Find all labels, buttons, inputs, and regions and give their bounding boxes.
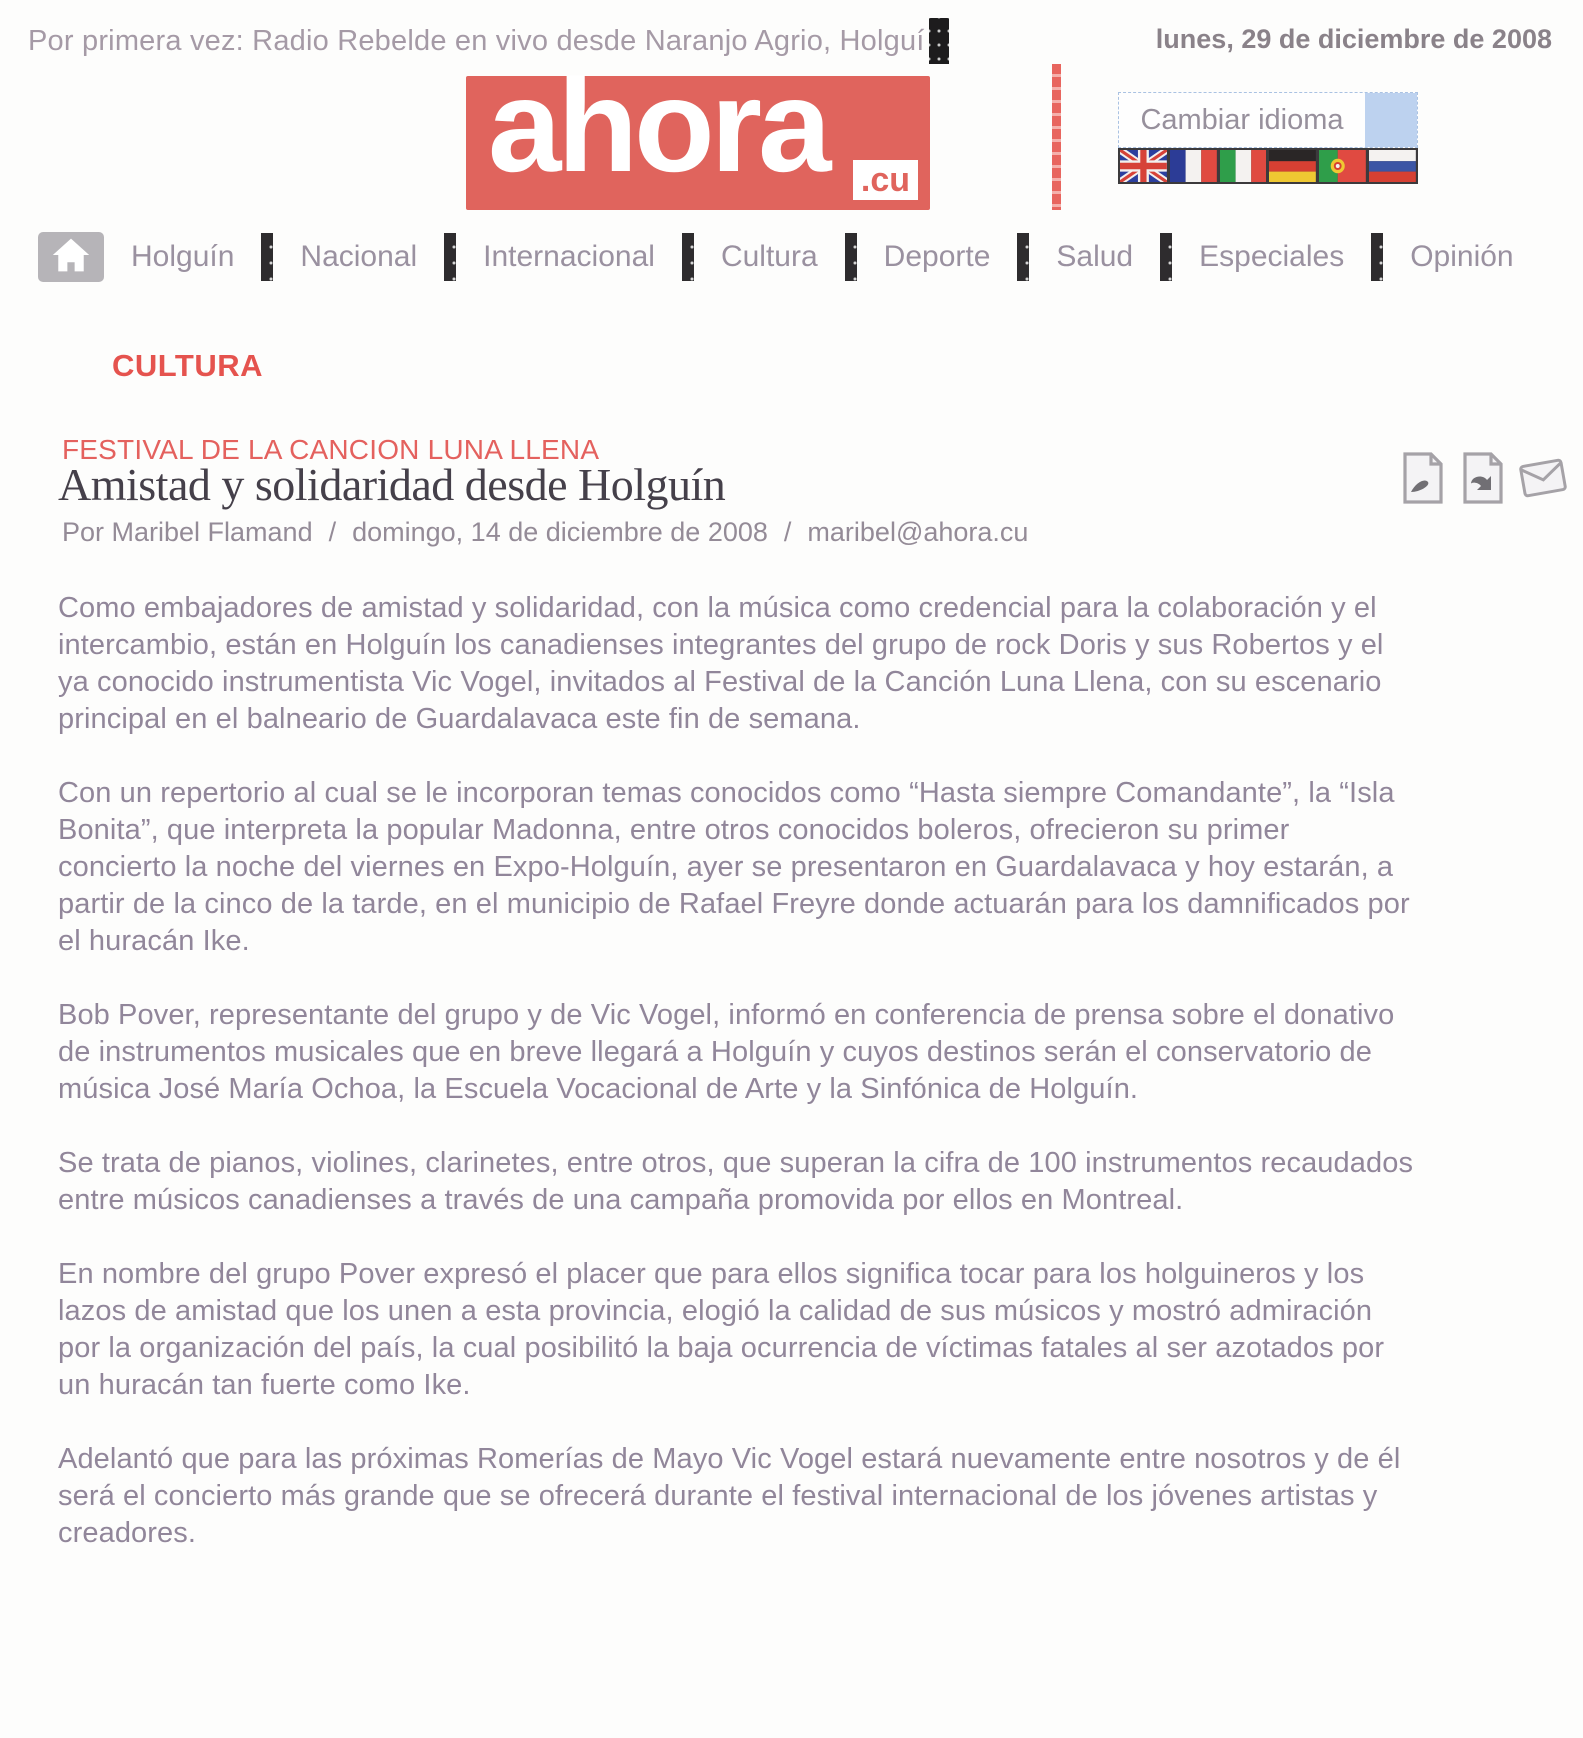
home-icon — [49, 235, 93, 280]
ticker-cursor — [929, 18, 949, 64]
article-paragraph: Como embajadores de amistad y solidaridad, con la música como credencial para la colaboración y el intercambio, están en Holguín los canadienses integrantes del grupo de rock Doris y sus Robertos y el ya conocido instrumentista Vic Vogel, invitados al Festival de la Canción Luna Llena, con su escenario principal en el balneario de Guardalavaca este fin de semana. — [58, 592, 1384, 735]
article-paragraph: Con un repertorio al cual se le incorporan temas conocidos como “Hasta siempre Comandante”, la “Isla Bonita”, que interpreta la popular Madonna, entre otros conocidos boleros, ofrecieron su primer concierto la noche del viernes en Expo-Holguín, ayer se presentaron en Guardalavaca y hoy estarán, a partir de la cinco de la tarde, en el municipio de Rafael Freyre donde actuarán para los damnificados por el huracán Ike. — [58, 777, 1410, 957]
home-button[interactable] — [38, 232, 104, 282]
nav-item-holguin[interactable]: Holguín — [131, 240, 235, 273]
russia-flag[interactable] — [1369, 150, 1416, 182]
article-paragraph: Se trata de pianos, violines, clarinetes, entre otros, que superan la cifra de 100 instrumentos recaudados entre músicos canadienses a través de una campaña promovida por ellos en Montreal. — [58, 1147, 1414, 1216]
byline-separator: / — [783, 517, 792, 547]
current-date: lunes, 29 de diciembre de 2008 — [1155, 24, 1552, 54]
uk-flag[interactable] — [1120, 150, 1167, 182]
nav-item-nacional[interactable]: Nacional — [300, 240, 418, 273]
byline-author: Por Maribel Flamand — [62, 517, 313, 547]
article-actions — [1396, 450, 1570, 510]
nav-separator-icon — [1371, 233, 1383, 281]
logo-domain-badge: .cu — [853, 160, 918, 200]
nav-separator-icon — [845, 233, 857, 281]
language-flag-strip — [1118, 148, 1418, 184]
byline-email-link[interactable]: maribel@ahora.cu — [807, 517, 1029, 547]
nav-separator-icon — [1017, 233, 1029, 281]
nav-separator-icon — [1160, 233, 1172, 281]
italy-flag[interactable] — [1220, 150, 1267, 182]
email-button[interactable] — [1516, 450, 1570, 510]
article-kicker: FESTIVAL DE LA CANCION LUNA LLENA — [62, 434, 600, 465]
byline-separator: / — [328, 517, 337, 547]
nav-item-opinion[interactable]: Opinión — [1410, 240, 1514, 273]
language-selected-swatch — [1365, 93, 1417, 147]
byline-date: domingo, 14 de diciembre de 2008 — [352, 517, 768, 547]
nav-item-cultura[interactable]: Cultura — [720, 240, 818, 273]
nav-item-especiales[interactable]: Especiales — [1199, 240, 1345, 273]
email-icon — [1517, 449, 1569, 512]
portugal-flag[interactable] — [1319, 150, 1366, 182]
pdf-icon — [1397, 449, 1449, 512]
article-byline — [62, 517, 1028, 548]
nav-item-deporte[interactable]: Deporte — [883, 240, 991, 273]
section-label[interactable]: CULTURA — [112, 348, 264, 383]
nav-item-salud[interactable]: Salud — [1056, 240, 1134, 273]
germany-flag[interactable] — [1269, 150, 1316, 182]
language-selector — [1118, 92, 1418, 184]
logo-wordmark: ahora — [488, 52, 828, 199]
language-selector-header — [1118, 92, 1418, 148]
article-paragraph: Bob Pover, representante del grupo y de Vic Vogel, informó en conferencia de prensa sobre el donativo de instrumentos musicales que en breve llegará a Holguín y cuyos destinos serán el conservatorio de música José María Ochoa, la Escuela Vocacional de Arte y la Sinfónica de Holguín. — [58, 999, 1395, 1105]
nav-separator-icon — [682, 233, 694, 281]
print-button[interactable] — [1456, 450, 1510, 510]
site-logo[interactable] — [466, 52, 930, 210]
france-flag[interactable] — [1170, 150, 1217, 182]
print-icon — [1457, 449, 1509, 512]
article-body — [58, 590, 1414, 1589]
pdf-button[interactable] — [1396, 450, 1450, 510]
main-navigation — [38, 232, 1514, 282]
nav-separator-icon — [261, 233, 273, 281]
article-paragraph: Adelantó que para las próximas Romerías de Mayo Vic Vogel estará nuevamente entre nosotros y de él será el concierto más grande que se ofrecerá durante el festival internacional de los jóvenes artistas y creadores. — [58, 1443, 1401, 1549]
ticker-text: Por primera vez: Radio Rebelde en vivo desde Naranjo Agrio, Holguí — [28, 24, 925, 57]
language-selector-label: Cambiar idioma — [1140, 103, 1344, 136]
article-paragraph: En nombre del grupo Pover expresó el placer que para ellos significa tocar para los holguineros y los lazos de amistad que los unen a esta provincia, elogió la calidad de sus músicos y mostró admiración por la organización del país, la cual posibilitó la baja ocurrencia de víctimas fatales al ser azotados por un huracán tan fuerte como Ike. — [58, 1258, 1385, 1401]
nav-separator-icon — [444, 233, 456, 281]
nav-item-internacional[interactable]: Internacional — [483, 240, 655, 273]
article-title: Amistad y solidaridad desde Holguín — [58, 459, 726, 510]
logo-divider-bar — [1052, 64, 1061, 210]
